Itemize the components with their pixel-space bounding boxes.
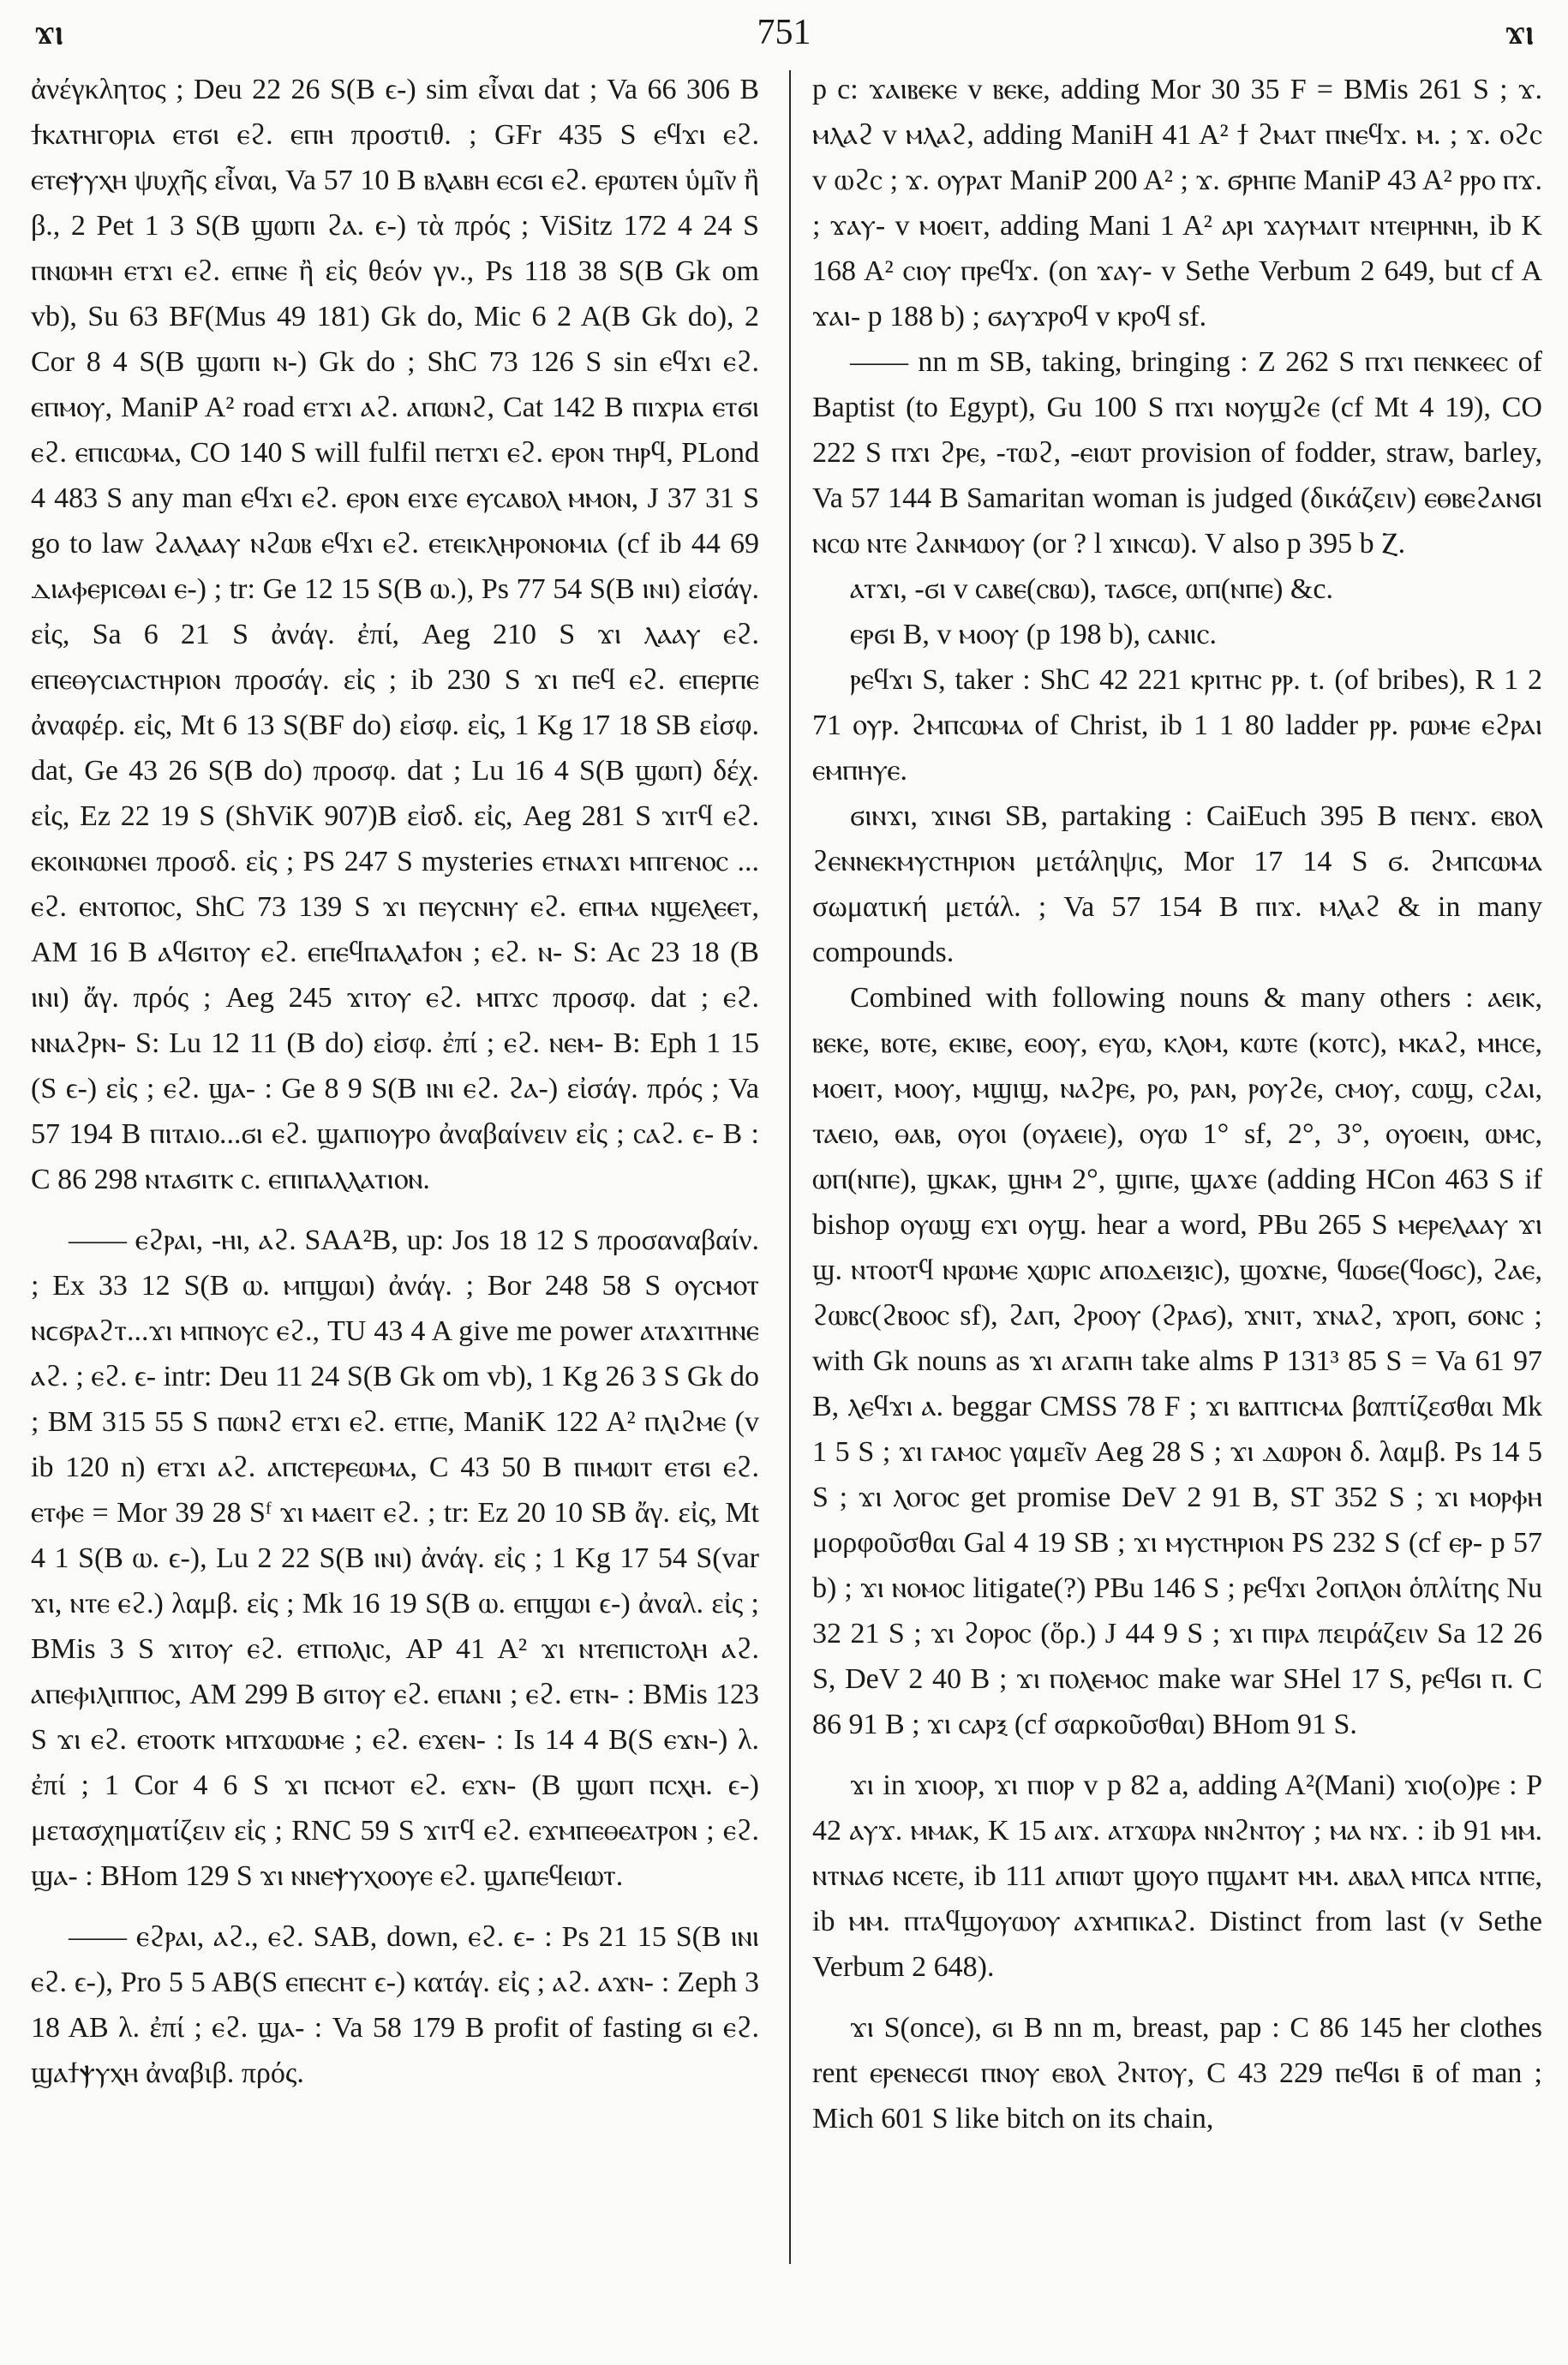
right-headword: ϫⲓ (1505, 13, 1534, 51)
entry-combined-nouns-paragraph: Combined with following nouns & many others : ⲁⲉⲓⲕ, ⲃⲉⲕⲉ, ⲃⲟⲧⲉ, ⲉⲕⲓⲃⲉ, ⲉⲟⲟⲩ, ⲉⲩⲱ, ⲕⲗⲟⲙ, ⲕⲱⲧⲉ (ⲕⲟⲧⲥ), ⲙⲕⲁϩ, ⲙⲏⲥⲉ, ⲙⲟⲉⲓⲧ, ⲙⲟⲟⲩ, ⲙϣⲓϣ, ⲛⲁϩⲣⲉ, ⲣⲟ, ⲣⲁⲛ, ⲣⲟⲩϩⲉ, ⲥⲙⲟⲩ, ⲥⲱϣ, ⲥϩⲁⲓ, ⲧⲁⲉⲓⲟ, ⲑⲁⲃ, ⲟⲩⲟⲓ (ⲟⲩⲁⲉⲓⲉ), ⲟⲩⲱ 1° sf, 2°, 3°, ⲟⲩⲟⲉⲓⲛ, ⲱⲙⲥ, ⲱⲡ(ⲛⲡⲉ), ϣⲕⲁⲕ, ϣⲏⲙ 2°, ϣⲓⲡⲉ, ϣⲁϫⲉ (adding HCon 463 S if bishop ⲟⲩⲱϣ ⲉϫⲓ ⲟⲩϣ. hear a word, PBu 265 S ⲙⲉⲣⲉⲗⲁⲁⲩ ϫⲓ ϣ. ⲛⲧⲟⲟⲧϥ ⲛⲣⲱⲙⲉ ⲭⲱⲣⲓⲥ ⲁⲡⲟⲇⲉⲓⲝⲓⲥ), ϣⲟϫⲛⲉ, ϥⲱϭⲉ(ϥⲟϭⲥ), ϩⲁⲉ, ϩⲱⲃⲥ(ϩⲃⲟⲟⲥ sf), ϩⲁⲡ, ϩⲣⲟⲟⲩ (ϩⲣⲁϭ), ϫⲛⲓⲧ, ϫⲛⲁϩ, ϫⲣⲟⲡ, ϭⲟⲛⲥ ; with Gk nouns as ϫⲓ ⲁⲅⲁⲡⲏ take alms P 131³ 85 S = Va 61 97 B, ⲗⲉϥϫⲓ ⲁ. beggar CMSS 78 F ; ϫⲓ ⲃⲁⲡⲧⲓⲥⲙⲁ βαπτίζεσθαι Mk 1 5 S ; ϫⲓ ⲅⲁⲙⲟⲥ γαμεῖν Aeg 28 S ; ϫⲓ ⲇⲱⲣⲟⲛ δ. λαμβ. Ps 14 5 S ; ϫⲓ ⲗⲟⲅⲟⲥ get promise DeV 2 91 B, ST 352 S ; ϫⲓ ⲙⲟⲣⲫⲏ μορφοῦσθαι Gal 4 19 SB ; ϫⲓ ⲙⲩⲥⲧⲏⲣⲓⲟⲛ PS 232 S (cf ⲉⲣ- p 57 b) ; ϫⲓ ⲛⲟⲙⲟⲥ litigate(?) PBu 146 S ; ⲣⲉϥϫⲓ ϩⲟⲡⲗⲟⲛ ὁπλίτης Nu 32 21 S ; ϫⲓ ϩⲟⲣⲟⲥ (ὅρ.) J 44 9 S ; ϫⲓ ⲡⲓⲣⲁ πειράζειν Sa 12 26 S, DeV 2 40 B ; ϫⲓ ⲡⲟⲗⲉⲙⲟⲥ make war SHel 17 S, ⲣⲉϥϭⲓ ⲡ. C 86 91 B ; ϫⲓ ⲥⲁⲣⲝ (cf σαρκοῦσθαι) BHom 91 S. (812, 982, 1542, 1740)
entry-continuation-paragraph: ἀνέγκλητος ; Deu 22 26 S(B ϵ-) sim εἶναι dat ; Va 66 306 B ϯⲕⲁⲧⲏⲅⲟⲣⲓⲁ ⲉⲧϭⲓ ⲉϩ. ⲉⲡⲏ προστιθ. ; GFr 435 S ⲉϥϫⲓ ⲉϩ. ⲉⲧⲉⲯⲩⲭⲏ ψυχῆς εἶναι, Va 57 10 B ⲃⲗⲁⲃⲏ ⲉⲥϭⲓ ⲉϩ. ⲉⲣⲱⲧⲉⲛ ὑμῖν ἢ β., 2 Pet 1 3 S(B ϣⲱⲡⲓ ϩⲁ. ϵ-) τὰ πρός ; ViSitz 172 4 24 S ⲡⲛⲱⲙⲏ ⲉⲧϫⲓ ⲉϩ. ⲉⲡⲛⲉ ἢ εἰς θεόν γν., Ps 118 38 S(B Gk om vb), Su 63 BF(Mus 49 181) Gk do, Mic 6 2 A(B Gk do), 2 Cor 8 4 S(B ϣⲱⲡⲓ ⲛ-) Gk do ; ShC 73 126 S sin ⲉϥϫⲓ ⲉϩ. ⲉⲡⲙⲟⲩ, ManiP A² road ⲉⲧϫⲓ ⲁϩ. ⲁⲡⲱⲛϩ, Cat 142 B ⲡⲓϫⲣⲓⲁ ⲉⲧϭⲓ ⲉϩ. ⲉⲡⲓⲥⲱⲙⲁ, CO 140 S will fulfil ⲡⲉⲧϫⲓ ⲉϩ. ⲉⲣⲟⲛ ⲧⲏⲣϥ, PLond 4 483 S any man ⲉϥϫⲓ ⲉϩ. ⲉⲣⲟⲛ ⲉⲓϫⲉ ⲉⲩⲥⲁⲃⲟⲗ ⲙⲙⲟⲛ, J 37 31 S go to law ϩⲁⲗⲁⲁⲩ ⲛϩⲱⲃ ⲉϥϫⲓ ⲉϩ. ⲉⲧⲉⲓⲕⲗⲏⲣⲟⲛⲟⲙⲓⲁ (cf ib 44 69 ⲇⲓⲁⲫⲉⲣⲓⲥⲑⲁⲓ ⲉ-) ; tr: Ge 12 15 S(B ⲱ.), Ps 77 54 S(B ⲓⲛⲓ) εἰσάγ. εἰς, Sa 6 21 S ἀνάγ. ἐπί, Aeg 210 S ϫⲓ ⲗⲁⲁⲩ ⲉϩ. ⲉⲡⲉⲑⲩⲥⲓⲁⲥⲧⲏⲣⲓⲟⲛ προσάγ. εἰς ; ib 230 S ϫⲓ ⲡⲉϥ ⲉϩ. ⲉⲡⲉⲣⲡⲉ ἀναφέρ. εἰς, Mt 6 13 S(BF do) εἰσφ. εἰς, 1 Kg 17 18 SB εἰσφ. dat, Ge 43 26 S(B do) προσφ. dat ; Lu 16 4 S(B ϣⲱⲡ) δέχ. εἰς, Ez 22 19 S (ShViK 907)B εἰσδ. εἰς, Aeg 281 S ϫⲓⲧϥ ⲉϩ. ⲉⲕⲟⲓⲛⲱⲛⲉⲓ προσδ. εἰς ; PS 247 S mysteries ⲉⲧⲛⲁϫⲓ ⲙⲡⲅⲉⲛⲟⲥ ... ⲉϩ. ⲉⲛⲧⲟⲡⲟⲥ, ShC 73 139 S ϫⲓ ⲡⲉⲩⲥⲛⲏⲩ ⲉϩ. ⲉⲡⲙⲁ ⲛϣⲉⲗⲉⲉⲧ, AM 16 B ⲁϥϭⲓⲧⲟⲩ ⲉϩ. ⲉⲡⲉϥⲡⲁⲗⲁϯⲟⲛ ; ⲉϩ. ⲛ- S: Ac 23 18 (B ⲓⲛⲓ) ἄγ. πρός ; Aeg 245 ϫⲓⲧⲟⲩ ⲉϩ. ⲙⲡϫⲥ προσφ. dat ; ⲉϩ. ⲛⲛⲁϩⲣⲛ- S: Lu 12 11 (B do) εἰσφ. ἐπί ; ⲉϩ. ⲛⲉⲙ- B: Eph 1 15 (S ϵ-) εἰς ; ⲉϩ. ϣⲁ- : Ge 8 9 S(B ⲓⲛⲓ ⲉϩ. ϩⲁ-) εἰσάγ. πρός ; Va 57 194 B ⲡⲓⲧⲁⲓⲟ...ϭⲓ ⲉϩ. ϣⲁⲡⲓⲟⲩⲣⲟ ἀναβαίνειν εἰς ; ⲥⲁϩ. ϵ- B : C 86 298 ⲛⲧⲁϭⲓⲧⲕ ⲥ. ⲉⲡⲓⲡⲁⲗⲗⲁⲧⲓⲟⲛ. (31, 74, 759, 1195)
entry-breast-paragraph: ϫⲓ S(once), ϭⲓ B nn m, breast, pap : C 86 145 her clothes rent ⲉⲣⲉⲛⲉⲥϭⲓ ⲡⲛⲟⲩ ⲉⲃⲟⲗ ϩⲛⲧⲟⲩ, C 43 229 ⲡⲉϥϭⲓ ⲃ̄ of man ; Mich 601 S like bitch on its chain, (812, 2012, 1542, 2134)
entry-jioor-paragraph: ϫⲓ in ϫⲓⲟⲟⲣ, ϫⲓ ⲡⲓⲟⲣ v p 82 a, adding A²(Mani) ϫⲓⲟ(ⲟ)ⲣⲉ : P 42 ⲁⲩϫ. ⲙⲙⲁⲕ, K 15 ⲁⲓϫ. ⲁⲧϫⲱⲣⲁ ⲛⲛϩⲛⲧⲟⲩ ; ⲙⲁ ⲛϫ. : ib 91 ⲙⲙ. ⲛⲧⲛⲁϭ ⲛⲥⲉⲧⲉ, ib 111 ⲁⲡⲓⲱⲧ ϣⲟⲩⲟ ⲡϣⲁⲙⲧ ⲙⲙ. ⲁⲃⲁⲗ ⲙⲡⲥⲁ ⲛⲧⲡⲉ, ib ⲙⲙ. ⲡⲧⲁϥϣⲟⲩⲱⲟⲩ ⲁϫⲙⲡⲓⲕⲁϩ. Distinct from last (v Sethe Verbum 2 648). (812, 1769, 1542, 1983)
page-number: 751 (757, 13, 811, 52)
left-headword: ϫⲓ (34, 13, 63, 51)
entry-nn-taking-paragraph: —— nn m SB, taking, bringing : Z 262 S ⲡϫⲓ ⲡⲉⲛⲕⲉⲉⲥ of Baptist (to Egypt), Gu 100 S ⲡϫⲓ ⲛⲟⲩϣϩⲉ (cf Mt 4 19), CO 222 S ⲡϫⲓ ϩⲣⲉ, -ⲧⲱϩ, -ⲉⲓⲱⲧ provision of fodder, straw, barley, Va 57 144 B Samaritan woman is judged (δικάζειν) ⲉⲑⲃⲉϩⲁⲛϭⲓ ⲛⲥⲱ ⲛⲧⲉ ϩⲁⲛⲙⲱⲟⲩ (or ? l ϫⲓⲛⲥⲱ). V also p 395 b Ⲍ. (812, 346, 1542, 560)
entry-chinji-paragraph: ϭⲓⲛϫⲓ, ϫⲓⲛϭⲓ SB, partaking : CaiEuch 395 B ⲡⲉⲛϫ. ⲉⲃⲟⲗ ϩⲉⲛⲛⲉⲕⲙⲩⲥⲧⲏⲣⲓⲟⲛ μετάληψις, Mor 17 14 S ϭ. ϩⲙⲡⲥⲱⲙⲁ σωματική μετάλ. ; Va 57 154 B ⲡⲓϫ. ⲙⲗⲁϩ & in many compounds. (812, 800, 1542, 968)
right-column (812, 67, 1542, 2346)
column-divider (789, 70, 791, 2264)
entry-atji-paragraph: ⲁⲧϫⲓ, -ϭⲓ v ⲥⲁⲃⲉ(ⲥⲃⲱ), ⲧⲁϭⲥⲉ, ⲱⲡ(ⲛⲡⲉ) &c. (850, 573, 1333, 605)
entry-refji-paragraph: ⲣⲉϥϫⲓ S, taker : ShC 42 221 ⲕⲣⲓⲧⲏⲥ ⲣⲣ. t. (of bribes), R 1 2 71 ⲟⲩⲣ. ϩⲙⲡⲥⲱⲙⲁ of Christ, ib 1 1 80 ladder ⲣⲣ. ⲣⲱⲙⲉ ⲉϩⲣⲁⲓ ⲉⲙⲡⲏⲩⲉ. (812, 664, 1542, 787)
entry-erchi-paragraph: ⲉⲣϭⲓ B, v ⲙⲟⲟⲩ (p 198 b), ⲥⲁⲛⲓⲥ. (850, 619, 1218, 650)
entry-ehrai-down-paragraph: —— ⲉϩⲣⲁⲓ, ⲁϩ., ⲉϩ. SAB, down, ⲉϩ. ϵ- : Ps 21 15 S(B ⲓⲛⲓ ⲉϩ. ϵ-), Pro 5 5 AB(S ⲉⲡⲉⲥⲏⲧ ϵ-) κατάγ. εἰς ; ⲁϩ. ⲁϫⲛ- : Zeph 3 18 AB λ. ἐπί ; ⲉϩ. ϣⲁ- : Va 58 179 B profit of fasting ϭⲓ ⲉϩ. ϣⲁϯⲯⲩⲭⲏ ἀναβιβ. πρός. (31, 1921, 759, 2089)
entry-pc-paragraph: p c: ϫⲁⲓⲃⲉⲕⲉ v ⲃⲉⲕⲉ, adding Mor 30 35 F = BMis 261 S ; ϫ. ⲙⲗⲁϩ v ⲙⲗⲁϩ, adding ManiH 41 A² ϯ ϩⲙⲁⲧ ⲡⲛⲉϥϫ. ⲙ. ; ϫ. ⲟϩⲥ v ⲱϩⲥ ; ϫ. ⲟⲩⲣⲁⲧ ManiP 200 A² ; ϫ. ϭⲣⲏⲡⲉ ManiP 43 A² ⲣⲣⲟ ⲡϫ. ; ϫⲁⲩ- v ⲙⲟⲉⲓⲧ, adding Mani 1 A² ⲁⲣⲓ ϫⲁⲩⲙⲁⲓⲧ ⲛⲧⲉⲓⲣⲏⲛⲏ, ib K 168 A² ⲥⲓⲟⲩ ⲡⲣⲉϥϫ. (on ϫⲁⲩ- v Sethe Verbum 2 649, but cf A ϫⲁⲓ- p 188 b) ; ϭⲁⲩϫⲣⲟϥ v ⲕⲣⲟϥ sf. (812, 74, 1542, 332)
left-column (31, 67, 759, 2346)
running-header (34, 12, 1534, 63)
entry-ehrai-up-paragraph: —— ⲉϩⲣⲁⲓ, -ⲏⲓ, ⲁϩ. SAA²B, up: Jos 18 12 S προσαναβαίν. ; Ex 33 12 S(B ⲱ. ⲙⲡϣⲱⲓ) ἀνάγ. ; Bor 248 58 S ⲟⲩⲥⲙⲟⲧ ⲛϲϭⲣⲁϩⲧ...ϫⲓ ⲙⲡⲛⲟⲩⲥ ⲉϩ., TU 43 4 A give me power ⲁⲧⲁϫⲓⲧⲏⲛⲉ ⲁϩ. ; ⲉϩ. ϵ- intr: Deu 11 24 S(B Gk om vb), 1 Kg 26 3 S Gk do ; BM 315 55 S ⲡⲱⲛϩ ⲉⲧϫⲓ ⲉϩ. ⲉⲧⲡⲉ, ManiK 122 A² ⲡⲗⲓϩⲙⲉ (v ib 120 n) ⲉⲧϫⲓ ⲁϩ. ⲁⲡⲥⲧⲉⲣⲉⲱⲙⲁ, C 43 50 B ⲡⲓⲙⲱⲓⲧ ⲉⲧϭⲓ ⲉϩ. ⲉⲧⲫⲉ = Mor 39 28 Sᶠ ϫⲓ ⲙⲁⲉⲓⲧ ⲉϩ. ; tr: Ez 20 10 SB ἄγ. εἰς, Mt 4 1 S(B ⲱ. ϵ-), Lu 2 22 S(B ⲓⲛⲓ) ἀνάγ. εἰς ; 1 Kg 17 54 S(var ϫⲓ, ⲛⲧⲉ ⲉϩ.) λαμβ. εἰς ; Mk 16 19 S(B ⲱ. ⲉⲡϣⲱⲓ ϵ-) ἀναλ. εἰς ; BMis 3 S ϫⲓⲧⲟⲩ ⲉϩ. ⲉⲧⲡⲟⲗⲓⲥ, AP 41 A² ϫⲓ ⲛⲧⲉⲡⲓⲥⲧⲟⲗⲏ ⲁϩ. ⲁⲡⲉⲫⲓⲗⲓⲡⲡⲟⲥ, AM 299 B ϭⲓⲧⲟⲩ ⲉϩ. ⲉⲡⲁⲛⲓ ; ⲉϩ. ⲉⲧⲛ- : BMis 123 S ϫⲓ ⲉϩ. ⲉⲧⲟⲟⲧⲕ ⲙⲡϫⲱⲱⲙⲉ ; ⲉϩ. ⲉϫⲉⲛ- : Is 14 4 B(S ⲉϫⲛ-) λ. ἐπί ; 1 Cor 4 6 S ϫⲓ ⲡⲥⲙⲟⲧ ⲉϩ. ⲉϫⲛ- (B ϣⲱⲡ ⲡⲥⲭⲏ. ϵ-) μετασχηματίζειν εἰς ; RNC 59 S ϫⲓⲧϥ ⲉϩ. ⲉϫⲙⲡⲉⲑⲉⲁⲧⲣⲟⲛ ; ⲉϩ. ϣⲁ- : BHom 129 S ϫⲓ ⲛⲛⲉⲯⲩⲭⲟⲟⲩⲉ ⲉϩ. ϣⲁⲡⲉϥⲉⲓⲱⲧ. (31, 1224, 759, 1892)
